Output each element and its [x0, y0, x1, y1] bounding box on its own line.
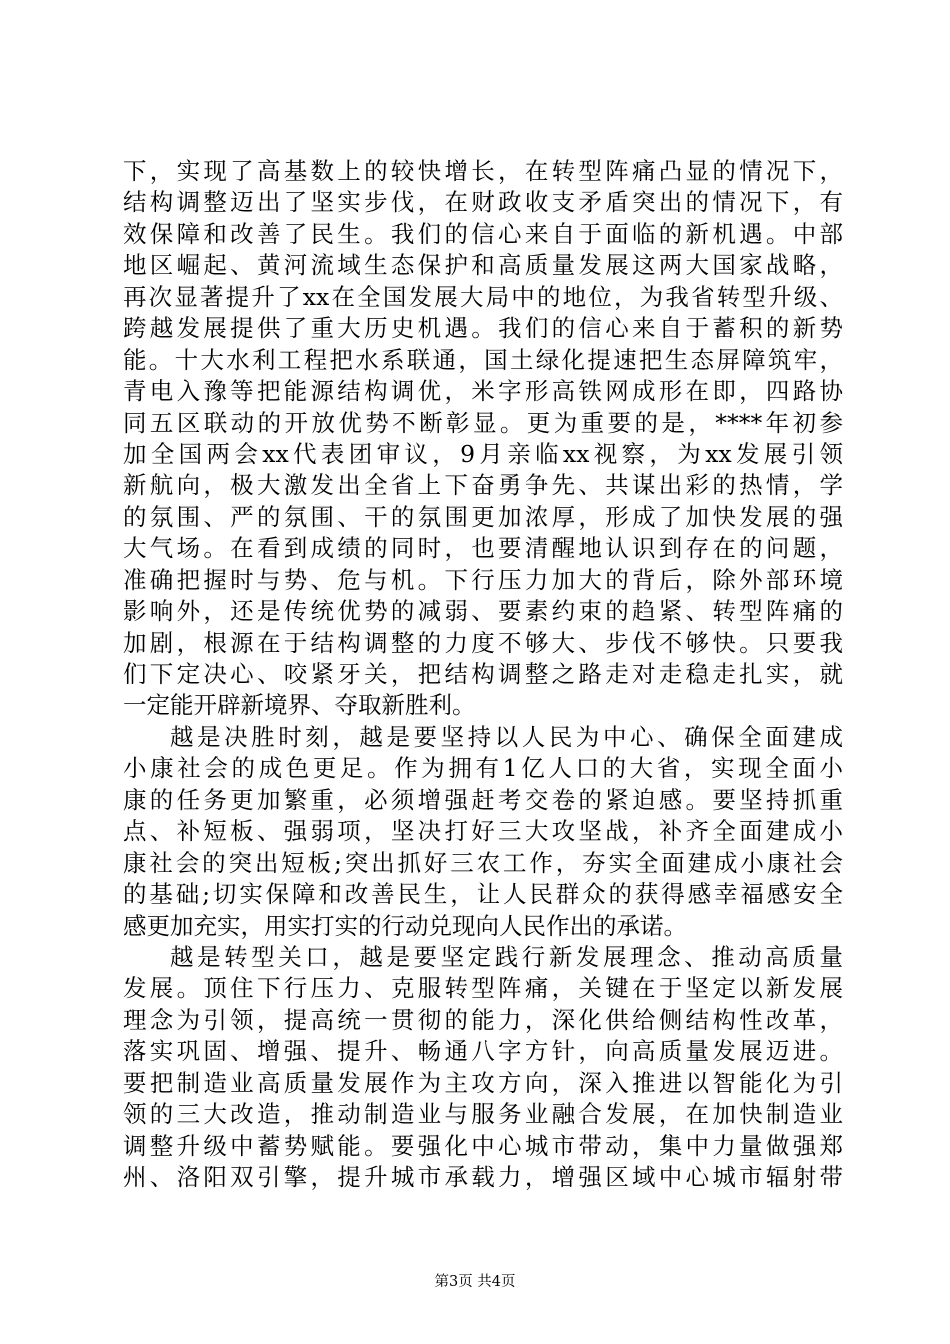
text-line: 能。十大水利工程把水系联通，国土绿化提速把生态屏障筑牢， — [123, 345, 843, 374]
text-line: 大气场。在看到成绩的同时，也要清醒地认识到存在的问题， — [123, 534, 843, 563]
page-number-footer: 第3页 共4页 — [434, 1274, 516, 1290]
text-line: 的氛围、严的氛围、干的氛围更加浓厚，形成了加快发展的强 — [123, 502, 843, 531]
paragraph-last-line: 一定能开辟新境界、夺取新胜利。 — [123, 691, 476, 720]
text-line: 效保障和改善了民生。我们的信心来自于面临的新机遇。中部 — [123, 219, 843, 248]
paragraph-first-line: 越是转型关口，越是要坚定践行新发展理念、推动高质量 — [170, 942, 843, 971]
text-line: 同五区联动的开放优势不断彰显。更为重要的是，****年初参 — [123, 408, 843, 437]
paragraph-first-line: 越是决胜时刻，越是要坚持以人民为中心、确保全面建成 — [170, 722, 843, 751]
text-line: 领的三大改造，推动制造业与服务业融合发展，在加快制造业 — [123, 1100, 843, 1129]
text-line: 发展。顶住下行压力、克服转型阵痛，关键在于坚定以新发展 — [123, 974, 843, 1003]
text-line: 要把制造业高质量发展作为主攻方向，深入推进以智能化为引 — [123, 1068, 843, 1097]
text-line: 青电入豫等把能源结构调优，米字形高铁网成形在即，四路协 — [123, 377, 843, 406]
text-line: 结构调整迈出了坚实步伐，在财政收支矛盾突出的情况下，有 — [123, 188, 843, 217]
paragraph-last-line: 感更加充实，用实打实的行动兑现向人民作出的承诺。 — [123, 911, 687, 940]
text-line: 新航向，极大激发出全省上下奋勇争先、共谋出彩的热情，学 — [123, 471, 843, 500]
text-line: 加剧，根源在于结构调整的力度不够大、步伐不够快。只要我 — [123, 628, 843, 657]
document-body — [123, 156, 843, 1193]
text-line: 州、洛阳双引擎，提升城市承载力，增强区域中心城市辐射带 — [123, 1163, 843, 1191]
text-line: 小康社会的成色更足。作为拥有1亿人口的大省，实现全面小 — [123, 754, 843, 783]
text-line: 理念为引领，提高统一贯彻的能力，深化供给侧结构性改革， — [123, 1005, 843, 1034]
text-line: 康社会的突出短板;突出抓好三农工作，夯实全面建成小康社会 — [123, 848, 843, 877]
text-line: 跨越发展提供了重大历史机遇。我们的信心来自于蓄积的新势 — [123, 314, 843, 343]
text-line: 调整升级中蓄势赋能。要强化中心城市带动，集中力量做强郑 — [123, 1131, 843, 1160]
text-line: 们下定决心、咬紧牙关，把结构调整之路走对走稳走扎实，就 — [123, 660, 843, 688]
text-line: 再次显著提升了xx在全国发展大局中的地位，为我省转型升级、 — [123, 282, 843, 311]
text-line: 的基础;切实保障和改善民生，让人民群众的获得感幸福感安全 — [123, 880, 843, 909]
text-line: 地区崛起、黄河流域生态保护和高质量发展这两大国家战略， — [123, 251, 843, 280]
text-line: 加全国两会xx代表团审议，9月亲临xx视察，为xx发展引领 — [123, 439, 843, 468]
text-line: 下，实现了高基数上的较快增长，在转型阵痛凸显的情况下， — [123, 157, 843, 185]
text-line: 准确把握时与势、危与机。下行压力加大的背后，除外部环境 — [123, 565, 843, 594]
text-line: 点、补短板、强弱项，坚决打好三大攻坚战，补齐全面建成小 — [123, 817, 843, 846]
text-line: 落实巩固、增强、提升、畅通八字方针，向高质量发展迈进。 — [123, 1037, 843, 1066]
text-line: 康的任务更加繁重，必须增强赶考交卷的紧迫感。要坚持抓重 — [123, 785, 843, 814]
text-line: 影响外，还是传统优势的减弱、要素约束的趋紧、转型阵痛的 — [123, 597, 843, 626]
